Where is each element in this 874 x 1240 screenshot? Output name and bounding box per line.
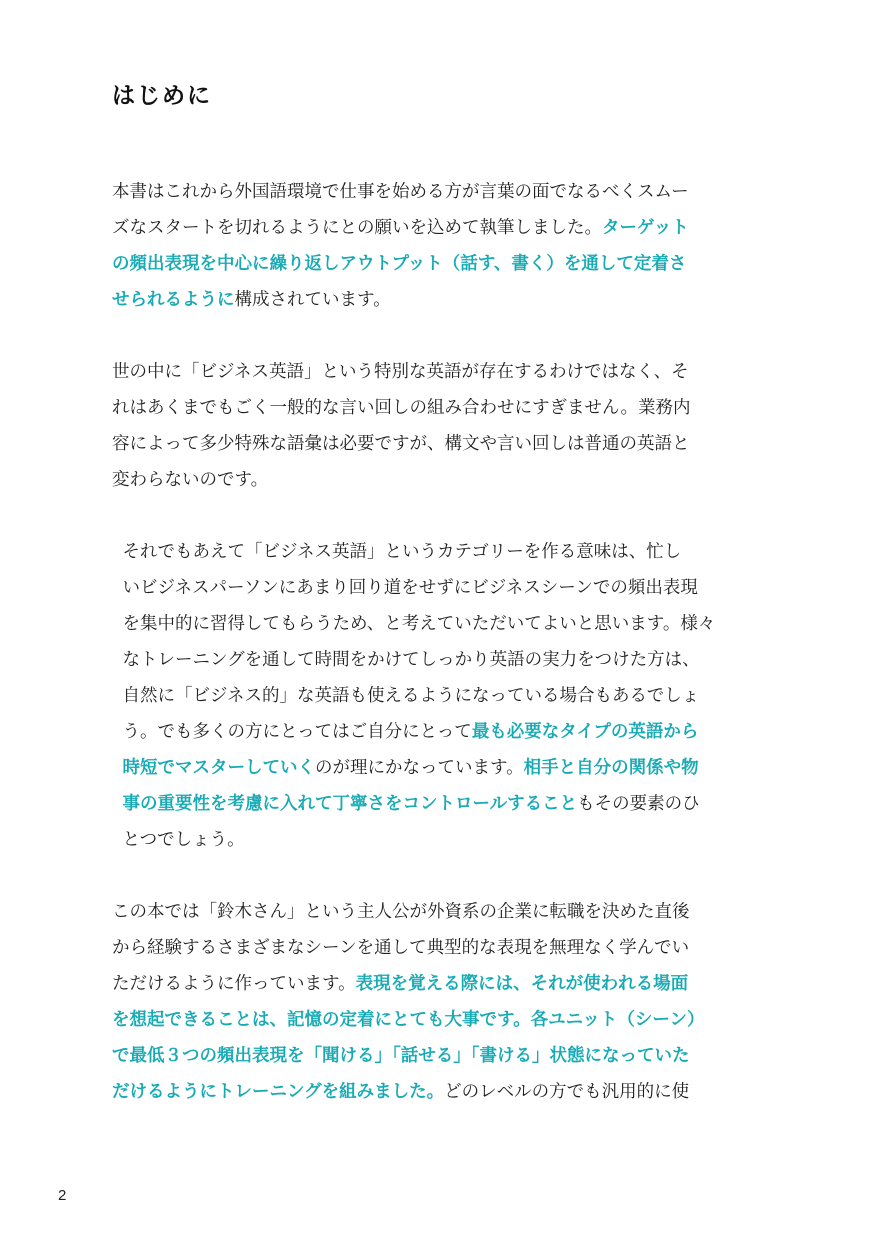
- body-text-run: う。でも多くの方にとってはご自分にとって: [122, 722, 472, 742]
- text-line: [112, 750, 740, 786]
- body-text-run: 容によって多少特殊な語彙は必要ですが、構文や言い回しは普通の英語と: [112, 434, 690, 454]
- page-number: 2: [58, 1187, 67, 1204]
- body-text-run: ズなスタートを切れるようにとの願いを込めて執筆しました。: [112, 218, 602, 238]
- highlighted-text: せられるように: [112, 290, 235, 310]
- body-text-run: いビジネスパーソンにあまり回り道をせずにビジネスシーンでの頻出表現: [122, 578, 698, 598]
- text-line: [112, 174, 740, 210]
- body-text-run: を集中的に習得してもらうため、と考えていただいてよいと思います。様々: [122, 614, 716, 634]
- text-line: [112, 1002, 740, 1038]
- paragraph: [112, 894, 740, 1110]
- text-line: [112, 390, 740, 426]
- highlighted-text: ターゲット: [602, 218, 689, 238]
- text-line: [112, 246, 740, 282]
- highlighted-text: 事の重要性を考慮に入れて丁寧さをコントロールすること: [122, 794, 578, 814]
- body-text-run: れはあくまでもごく一般的な言い回しの組み合わせにすぎません。業務内: [112, 398, 691, 418]
- text-line: [112, 966, 740, 1002]
- body-text-run: なトレーニングを通して時間をかけてしっかり英語の実力をつけた方は、: [122, 650, 700, 670]
- body-text-run: とつでしょう。: [122, 830, 245, 850]
- body-text-run: ただけるように作っています。: [112, 974, 356, 994]
- text-line: [112, 354, 740, 390]
- text-line: [112, 210, 740, 246]
- text-line: [112, 714, 740, 750]
- highlighted-text: 最も必要なタイプの英語から: [471, 722, 699, 742]
- body-text-run: 自然に「ビジネス的」な英語も使えるようになっている場合もあるでしょ: [122, 686, 700, 706]
- body-text-run: 構成されています。: [234, 290, 391, 310]
- body-text-run: 変わらないのです。: [112, 470, 269, 490]
- text-line: [112, 462, 740, 498]
- body-text-run: 世の中に「ビジネス英語」という特別な英語が存在するわけではなく、そ: [112, 362, 689, 382]
- body-text-run: から経験するさまざまなシーンを通して典型的な表現を無理なく学んでい: [112, 938, 690, 958]
- text-line: [112, 426, 740, 462]
- highlighted-text: 時短でマスターしていく: [122, 758, 315, 778]
- highlighted-text: だけるようにトレーニングを組みました。: [112, 1082, 445, 1102]
- paragraph: [112, 354, 740, 498]
- highlighted-text: 相手と自分の関係や物: [523, 758, 699, 778]
- body-text-run: 本書はこれから外国語環境で仕事を始める方が言葉の面でなるべくスムー: [112, 182, 689, 202]
- text-line: [112, 1038, 740, 1074]
- body-text: [112, 174, 740, 1146]
- highlighted-text: を想起できることは、記憶の定着にとても大事です。各ユニット（シーン）: [112, 1010, 705, 1030]
- paragraph: [112, 174, 740, 318]
- highlighted-text: 表現を覚える際には、それが使われる場面: [355, 974, 689, 994]
- highlighted-text: で最低３つの頻出表現を「聞ける」「話せる」「書ける」状態になっていた: [112, 1046, 690, 1066]
- body-text-run: もその要素のひ: [577, 794, 700, 814]
- text-line: [112, 534, 740, 570]
- text-line: [112, 282, 740, 318]
- text-line: [112, 1074, 740, 1110]
- body-text-run: どのレベルの方でも汎用的に使: [444, 1082, 690, 1102]
- highlighted-text: の頻出表現を中心に繰り返しアウトプット（話す、書く）を通して定着さ: [112, 254, 687, 274]
- text-line: [112, 786, 740, 822]
- text-line: [112, 606, 740, 642]
- text-line: [112, 894, 740, 930]
- text-line: [112, 678, 740, 714]
- text-line: [112, 642, 740, 678]
- body-text-run: のが理にかなっています。: [315, 758, 524, 778]
- body-text-run: この本では「鈴木さん」という主人公が外資系の企業に転職を決めた直後: [112, 902, 690, 922]
- text-line: [112, 822, 740, 858]
- paragraph: [112, 534, 740, 858]
- body-text-run: それでもあえて「ビジネス英語」というカテゴリーを作る意味は、忙し: [122, 542, 682, 562]
- page-title: はじめに: [112, 83, 212, 109]
- text-line: [112, 930, 740, 966]
- text-line: [112, 570, 740, 606]
